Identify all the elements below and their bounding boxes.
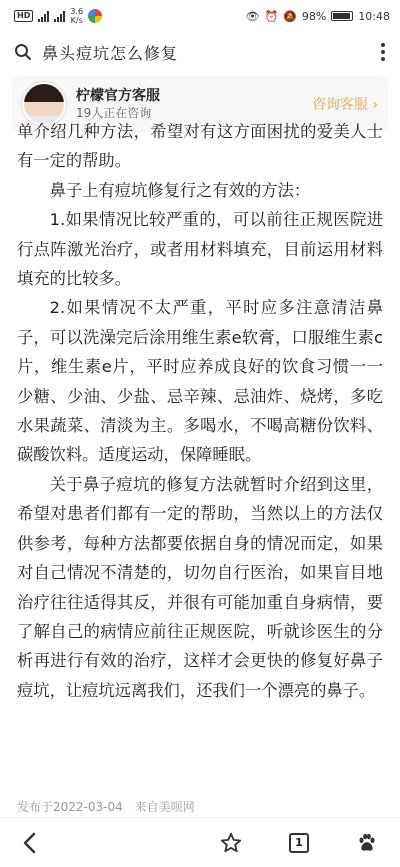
alarm-icon: ⏰ xyxy=(264,9,279,23)
article-paragraph: 关于鼻子痘坑的修复方法就暂时介绍到这里，希望对患者们都有一定的帮助，当然以上的方法仅供参考，每种方法都要依据自身的情况而定，如果对自己情况不清楚的，切勿自行医治，如果盲目地治疗往往适得其反，并很有可能加重自身病情，要了解自己的病情应前往正规医院，听就诊医生的分析再进行有效的治疗，这样才会更快的修复好鼻子痘坑，让痘坑远离我们，还我们一个漂亮的鼻子。 xyxy=(17,474,383,700)
eye-icon: 👁 xyxy=(245,9,260,23)
article-body xyxy=(17,122,383,705)
signal-icon-2 xyxy=(54,11,65,22)
battery-icon xyxy=(331,11,353,21)
clock: 10:48 xyxy=(358,9,390,23)
app-notification-icon xyxy=(88,9,102,23)
more-icon[interactable] xyxy=(380,42,386,62)
tabs-icon[interactable]: 1 xyxy=(289,833,309,853)
battery-percent: 98% xyxy=(301,9,327,23)
paw-icon[interactable] xyxy=(356,832,378,854)
article-meta xyxy=(17,798,195,815)
article-paragraph: 1.如果情况比较严重的，可以前往正规医院进行点阵激光治疗，或者用材料填充，目前运用材料填充的比较多。 xyxy=(17,210,383,289)
account-subtitle: 19人正在咨询 xyxy=(76,106,152,120)
bottom-toolbar xyxy=(0,817,400,867)
signal-icon-1 xyxy=(38,11,49,22)
search-bar[interactable] xyxy=(0,32,400,72)
article-paragraph: 鼻子上有痘坑修复行之有效的方法： xyxy=(49,180,311,200)
hd-badge: HD xyxy=(14,10,33,22)
source: 来自美呗网 xyxy=(134,800,195,814)
star-icon[interactable] xyxy=(220,832,242,854)
consult-button[interactable]: 咨询客服 › xyxy=(311,97,378,113)
account-name: 柠檬官方客服 xyxy=(76,88,160,104)
search-query[interactable]: 鼻头痘坑怎么修复 xyxy=(42,43,179,63)
article-paragraph: 单介绍几种方法，希望对有这方面困扰的爱美人士有一定的帮助。 xyxy=(17,122,383,171)
search-icon[interactable] xyxy=(14,43,32,61)
network-speed: 3.6 K/s xyxy=(70,7,84,25)
publish-date: 发布于2022-03-04 xyxy=(17,800,123,814)
back-icon[interactable] xyxy=(22,832,36,854)
article-paragraph: 2.如果情况不太严重，平时应多注意清洁鼻子，可以洗澡完后涂用维生素e软膏，口服维生素c片，维生素e片，平时应养成良好的饮食习惯一一少糖、少油、少盐、忌辛辣、忌油炸、烧烤，多吃水果蔬菜、清淡为主。多喝水，不喝高糖份饮料、碳酸饮料。适度运动，保障睡眠。 xyxy=(17,298,383,465)
mute-icon: 🔕 xyxy=(283,9,297,23)
status-bar xyxy=(0,0,400,32)
